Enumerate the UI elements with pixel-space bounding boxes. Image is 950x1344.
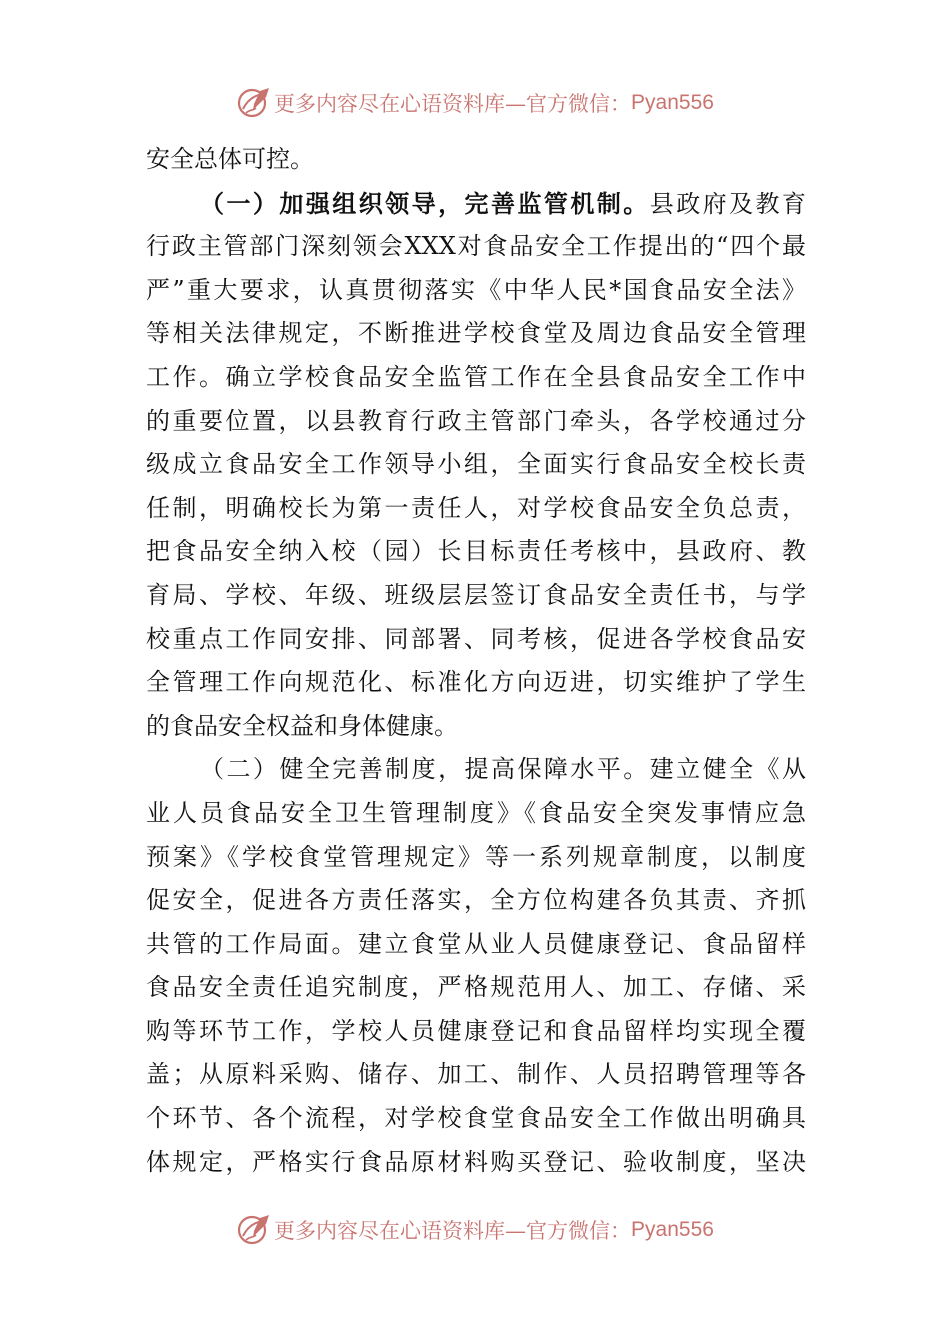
text-line: 促安全，促进各方责任落实，全方位构建各负其责、齐抓 xyxy=(146,886,806,915)
text-line: 级成立食品安全工作领导小组，全面实行食品安全校长责 xyxy=(146,450,806,479)
header-watermark xyxy=(0,83,950,123)
text-line: 购等环节工作，学校人员健康登记和食品留样均实现全覆 xyxy=(146,1016,806,1045)
document-body xyxy=(146,138,806,1184)
text-fragment: 县政府及教育 xyxy=(649,189,807,218)
text-line: 任制，明确校长为第一责任人，对学校食品安全负总责， xyxy=(146,493,806,522)
text-line: （二）健全完善制度，提高保障水平。建立健全《从 xyxy=(200,755,806,784)
text-line: 共管的工作局面。建立食堂从业人员健康登记、食品留样 xyxy=(146,929,806,958)
text-line: 的食品安全权益和身体健康。 xyxy=(146,711,458,740)
watermark-text: 更多内容尽在心语资料库—官方微信： xyxy=(274,92,632,116)
text-line: 育局、学校、年级、班级层层签订食品安全责任书，与学 xyxy=(146,580,806,609)
text-line: 全管理工作向规范化、标准化方向迈进，切实维护了学生 xyxy=(146,668,806,697)
footer-watermark xyxy=(0,1210,950,1250)
text-line: 把食品安全纳入校（园）长目标责任考核中，县政府、教 xyxy=(146,537,806,566)
text-line: 校重点工作同安排、同部署、同考核，促进各学校食品安 xyxy=(146,624,806,653)
section-heading: （一）加强组织领导，完善监管机制。 xyxy=(200,188,650,218)
text-line: 业人员食品安全卫生管理制度》《食品安全突发事情应急 xyxy=(146,798,806,827)
text-line xyxy=(146,182,806,226)
text-line: 食品安全责任追究制度，严格规范用人、加工、存储、采 xyxy=(146,973,806,1002)
text-line: 体规定，严格实行食品原材料购买登记、验收制度，坚决 xyxy=(146,1147,806,1176)
watermark-wechat-id: Pyan556 xyxy=(631,1218,714,1241)
text-line: 等相关法律规定，不断推进学校食堂及周边食品安全管理 xyxy=(146,319,806,348)
watermark-wechat-id: Pyan556 xyxy=(631,91,714,114)
pen-logo-icon xyxy=(236,85,272,121)
text-line: 盖；从原料采购、储存、加工、制作、人员招聘管理等各 xyxy=(146,1060,806,1089)
text-line: 严”重大要求，认真贯彻落实《中华人民*国食品安全法》 xyxy=(146,275,806,304)
text-line: 个环节、各个流程，对学校食堂食品安全工作做出明确具 xyxy=(146,1104,806,1133)
watermark-text: 更多内容尽在心语资料库—官方微信： xyxy=(274,1219,632,1243)
text-line: 预案》《学校食堂管理规定》等一系列规章制度，以制度 xyxy=(146,842,806,871)
text-line: 工作。确立学校食品安全监管工作在全县食品安全工作中 xyxy=(146,362,806,391)
pen-logo-icon xyxy=(236,1212,272,1248)
text-line: 安全总体可控。 xyxy=(146,145,314,173)
text-line: 行政主管部门深刻领会XXX对食品安全工作提出的“四个最 xyxy=(146,232,806,261)
text-line: 的重要位置，以县教育行政主管部门牵头，各学校通过分 xyxy=(146,406,806,435)
